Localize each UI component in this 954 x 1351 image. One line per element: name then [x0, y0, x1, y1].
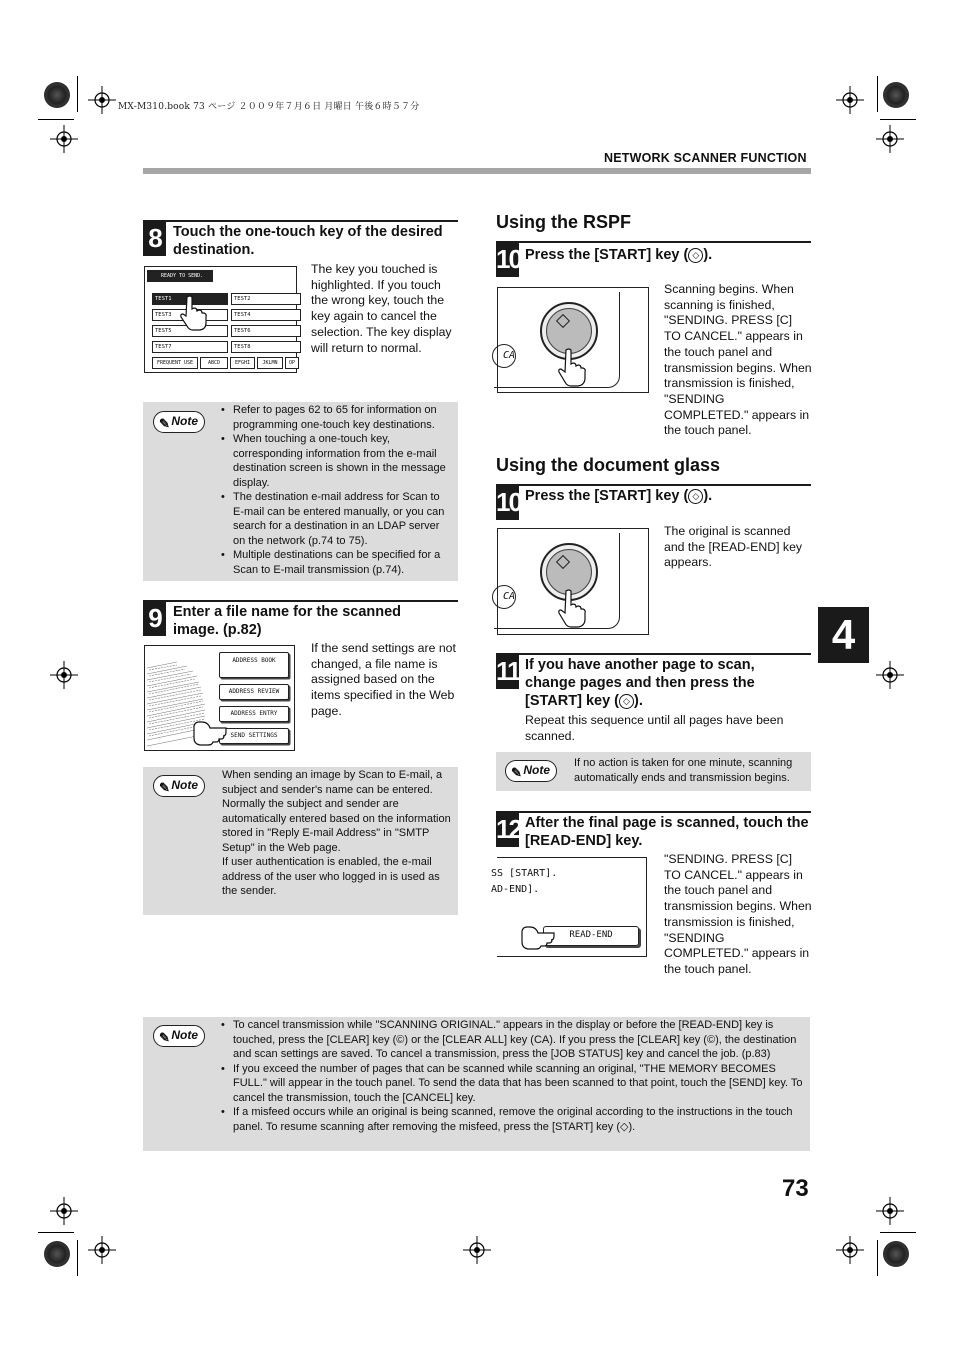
one-touch-key[interactable]: TEST6 [231, 325, 301, 337]
panel-button[interactable]: ADDRESS ENTRY [219, 706, 289, 722]
note-item: • When touching a one-touch key, corresponding information from the e-mail destination screen is shown in the message display. [219, 432, 453, 490]
pencil-icon: ✎ [159, 416, 170, 431]
step-number: 9 [143, 600, 166, 636]
pointing-hand-icon [193, 718, 227, 748]
step-number: 12 [496, 811, 519, 847]
step-title [525, 246, 805, 264]
step-title-text: If you have another page to scan, change pages and then press the [START] key ( [525, 657, 755, 709]
pencil-icon: ✎ [159, 1030, 170, 1045]
step-title [525, 487, 805, 505]
registration-hole-top-right [883, 82, 909, 108]
note-badge [153, 411, 205, 433]
step-description: Repeat this sequence until all pages have been scanned. [525, 713, 784, 743]
panel-message-line: AD-END]. [491, 884, 540, 895]
crosshair-mark [836, 86, 864, 114]
step-description: The original is scanned and the [READ-END] key appears. [664, 524, 803, 570]
chapter-tab: 4 [818, 607, 869, 663]
note-item: • Refer to pages 62 to 65 for information on programming one-touch key destinations. [219, 403, 453, 432]
pointing-hand-icon [519, 924, 555, 952]
pointing-hand-icon [179, 295, 207, 331]
step-description: If the send settings are not changed, a file name is assigned based on the items specified in the Web page. [311, 641, 456, 718]
note-badge [153, 1025, 205, 1047]
note-text: If no action is taken for one minute, scanning automatically ends and transmission begins. [574, 757, 793, 784]
note-item: • To cancel transmission while "SCANNING ORIGINAL." appears in the display or before the [READ-END] key is touched, press the [CLEAR] key (©) or the [CLEAR ALL] key (CA). If you press the [CLEAR] key (©), the destination and scan settings are saved. To cancel a transmission, press the [JOB STATUS] key and cancel the job. (p.83) [219, 1018, 803, 1062]
one-touch-key[interactable]: TEST5 [152, 325, 228, 337]
step-description: The key you touched is highlighted. If you touch the wrong key, touch the key again to cancel the selection. The key display will return to normal. [311, 262, 452, 355]
panel-message-line: SS [START]. [491, 868, 558, 879]
touch-panel-illustration [491, 857, 647, 963]
touch-panel-illustration [144, 645, 295, 751]
crosshair-mark [876, 125, 904, 153]
section-title: NETWORK SCANNER FUNCTION [604, 151, 807, 165]
index-tab[interactable]: FREQUENT USE [152, 357, 198, 369]
crosshair-mark [50, 661, 78, 689]
step-rule [496, 484, 811, 486]
note-label: Note [171, 1028, 198, 1042]
note-item: • The destination e-mail address for Scan to E-mail can be entered manually, or you can search for a destination in an LDAP server on the network (p.74 to 75). [219, 490, 453, 548]
step-title-suffix: ). [703, 488, 713, 504]
clear-all-key-label: CA [492, 585, 516, 609]
header-bar [143, 168, 811, 174]
step-rule [496, 241, 811, 243]
step-number: 11 [496, 653, 519, 689]
step-rule [496, 811, 811, 813]
start-key-icon: ◇ [688, 489, 703, 504]
crosshair-mark [88, 1236, 116, 1264]
note-badge [505, 760, 557, 782]
start-key-icon: ◇ [619, 694, 634, 709]
registration-hole-bottom-left [44, 1241, 70, 1267]
step-title-suffix: ). [634, 693, 643, 709]
note-text [219, 1018, 803, 1134]
note-box [143, 767, 458, 915]
pencil-icon: ✎ [159, 780, 170, 795]
step-title: Enter a file name for the scanned image. (p.82) [173, 604, 402, 638]
note-box [496, 752, 811, 791]
step-description: "SENDING. PRESS [C] TO CANCEL." appears in the touch panel and transmission begins. When transmission is finished, "SENDING COMPLETED." appears in the touch panel. [664, 852, 812, 976]
crosshair-mark [50, 125, 78, 153]
note-text [222, 768, 454, 899]
one-touch-key[interactable]: TEST7 [152, 341, 228, 353]
start-key-illustration [497, 287, 649, 393]
pencil-icon: ✎ [511, 765, 522, 780]
note-paragraph: If user authentication is enabled, the e-mail address of the user who logged in is used as the sender. [222, 856, 440, 897]
start-key-icon: ◇ [688, 248, 703, 263]
note-item: • If you exceed the number of pages that can be scanned while scanning an original, "THE MEMORY BECOMES FULL." will appear in the touch panel. To send the data that has been scanned to that point, touch the [SEND] key. To cancel the transmission, touch the [CANCEL] key. [219, 1062, 803, 1106]
one-touch-key[interactable]: TEST3 [152, 309, 228, 321]
note-paragraph: When sending an image by Scan to E-mail, a subject and sender's name can be entered. [222, 769, 443, 796]
glass-heading: Using the document glass [496, 455, 721, 475]
page-number: 73 [782, 1175, 809, 1202]
one-touch-key[interactable]: TEST1 [152, 293, 228, 305]
crosshair-mark [88, 86, 116, 114]
crosshair-mark [876, 1197, 904, 1225]
start-key-illustration [497, 528, 649, 635]
one-touch-key[interactable]: TEST8 [231, 341, 301, 353]
pointing-hand-icon [556, 589, 590, 629]
note-text [219, 403, 453, 577]
step-title-text: Press the [START] key ( [525, 488, 689, 504]
note-badge [153, 775, 205, 797]
crosshair-mark [50, 1197, 78, 1225]
panel-button[interactable]: SEND SETTINGS [219, 728, 289, 744]
one-touch-key[interactable]: TEST4 [231, 309, 301, 321]
one-touch-key[interactable]: TEST2 [231, 293, 301, 305]
status-message: READY TO SEND. [147, 270, 213, 282]
rspf-heading: Using the RSPF [496, 212, 632, 232]
crosshair-mark [463, 1236, 491, 1264]
note-label: Note [171, 414, 198, 428]
step-title: After the final page is scanned, touch the [READ-END] key. [525, 815, 809, 849]
step-description: Scanning begins. When scanning is finished, "SENDING. PRESS [C] TO CANCEL." appears in the touch panel and transmission begins. When transmission is finished, "SENDING COMPLETED." appears in the touch panel. [664, 282, 812, 438]
panel-button[interactable]: ADDRESS BOOK [219, 652, 289, 678]
note-label: Note [171, 778, 198, 792]
note-box [143, 1017, 810, 1151]
step-number: 10 [496, 484, 519, 520]
index-tab[interactable]: OP [285, 357, 299, 369]
note-paragraph: Normally the subject and sender are automatically entered based on the information stored in "Reply E-mail Address" in "SMTP Setup" in the Web page. [222, 798, 451, 854]
step-rule [496, 653, 811, 655]
step-rule [143, 600, 458, 602]
index-tab[interactable]: EFGHI [230, 357, 255, 369]
note-label: Note [523, 763, 550, 777]
step-rule [143, 220, 458, 222]
step-number: 8 [143, 220, 166, 256]
step-number: 10 [496, 241, 519, 277]
clear-all-key-label: CA [492, 344, 516, 368]
note-item: • Multiple destinations can be specified for a Scan to E-mail transmission (p.74). [219, 548, 453, 577]
crosshair-mark [876, 661, 904, 689]
read-end-button[interactable]: READ-END [543, 926, 639, 946]
print-file-info: MX-M310.book 73 ページ ２００９年７月６日 月曜日 午後６時５７分 [118, 102, 420, 112]
registration-hole-bottom-right [883, 1241, 909, 1267]
pointing-hand-icon [556, 348, 590, 388]
index-tab[interactable]: JKLMN [257, 357, 283, 369]
registration-hole-top-left [44, 82, 70, 108]
crosshair-mark [836, 1236, 864, 1264]
panel-button[interactable]: ADDRESS REVIEW [219, 684, 289, 700]
step-title: Touch the one-touch key of the desired destination. [173, 224, 443, 258]
note-item: • If a misfeed occurs while an original is being scanned, remove the original according to the instructions in the touch panel. To resume scanning after removing the misfeed, press the [START] key (◇). [219, 1105, 803, 1134]
note-box [143, 402, 458, 581]
step-title [525, 656, 805, 710]
step-title-text: Press the [START] key ( [525, 247, 689, 263]
step-title-suffix: ). [703, 247, 713, 263]
touch-panel-illustration [144, 266, 297, 373]
index-tab[interactable]: ABCD [200, 357, 228, 369]
